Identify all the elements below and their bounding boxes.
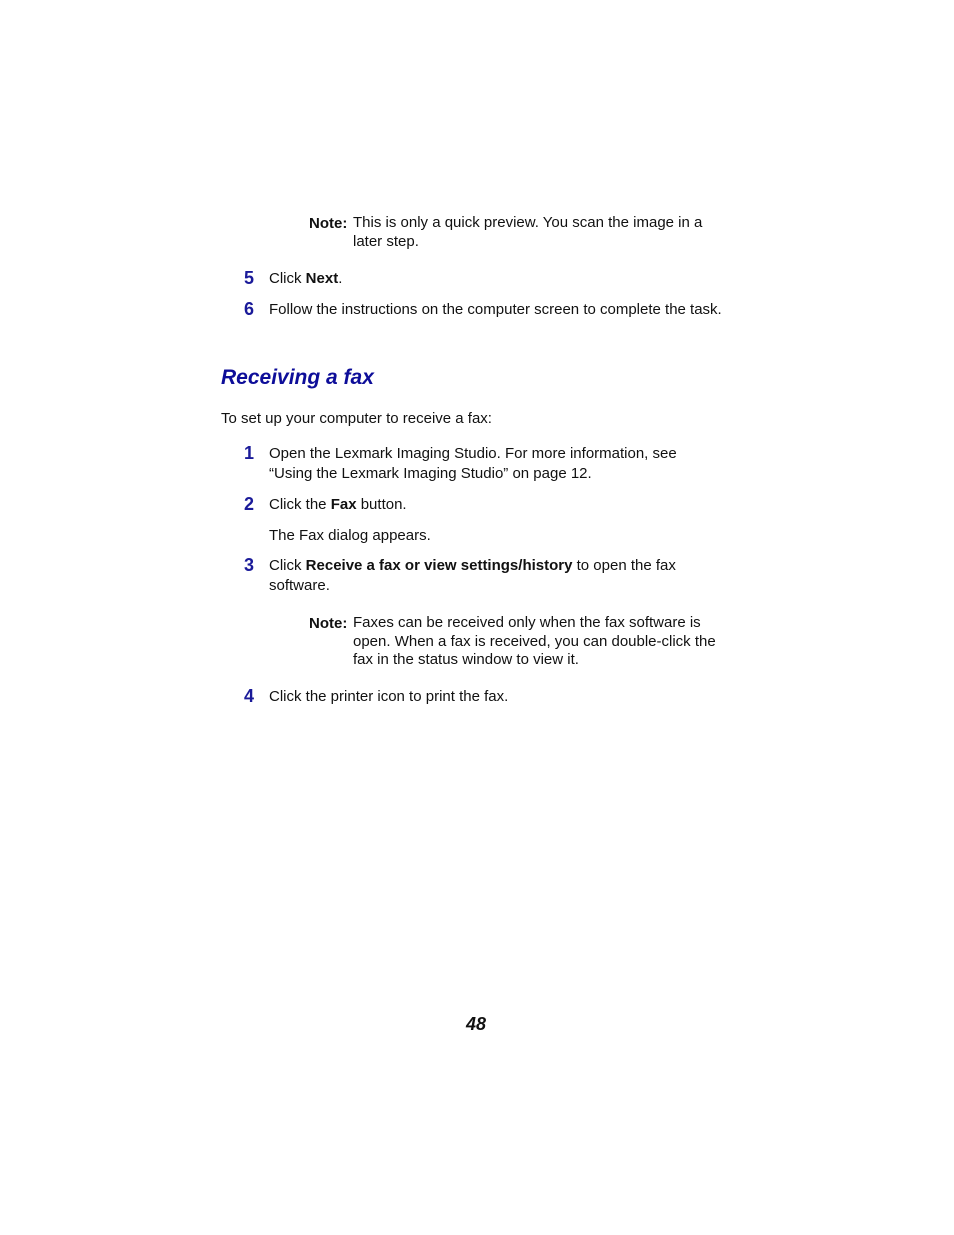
section-heading: Receiving a fax	[221, 366, 374, 389]
step-number: 2	[244, 494, 255, 514]
step-text: Click the Fax button.	[269, 496, 407, 513]
step-text: Open the Lexmark Imaging Studio. For more information, see “Using the Lexmark Imaging Studio” on page 12.	[269, 445, 677, 482]
step-number: 5	[244, 268, 255, 288]
step-text: Follow the instructions on the computer screen to complete the task.	[269, 301, 722, 318]
fax-label: Fax	[330, 496, 357, 513]
step-number: 4	[244, 686, 255, 706]
intro-text: To set up your computer to receive a fax:	[221, 410, 492, 427]
step-number: 3	[244, 555, 255, 575]
step-text: Click Next.	[269, 270, 343, 287]
step-number: 6	[244, 299, 255, 319]
note-label: Note:	[309, 215, 348, 232]
step-text: Click the printer icon to print the fax.	[269, 688, 509, 705]
step-number: 1	[244, 443, 255, 463]
note-text: Faxes can be received only when the fax software is open. When a fax is received, you can double-click the fax in the status window to view it.	[353, 614, 716, 668]
step-text: Click Receive a fax or view settings/history to open the fax software.	[269, 557, 676, 594]
next-label: Next	[305, 270, 339, 287]
note-label: Note:	[309, 615, 348, 632]
page-number: 48	[466, 1014, 487, 1034]
step-result-text: The Fax dialog appears.	[269, 527, 431, 544]
receive-fax-label: Receive a fax or view settings/history	[305, 557, 573, 574]
note-text: This is only a quick preview. You scan the image in a later step.	[353, 214, 703, 250]
